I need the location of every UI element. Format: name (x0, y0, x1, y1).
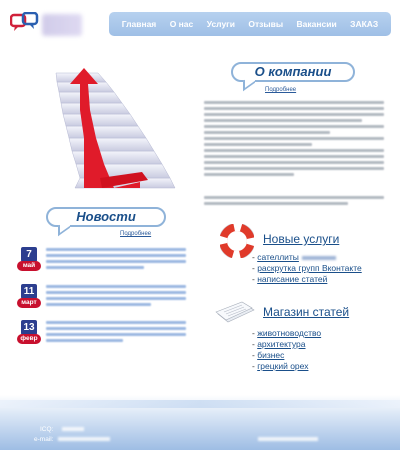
news-item (17, 247, 187, 283)
copyright-text (258, 437, 318, 441)
news-day: 13 (21, 320, 37, 335)
nav-home[interactable]: Главная (121, 19, 157, 29)
list-item (252, 252, 362, 263)
list-item (252, 263, 362, 274)
news-day: 7 (21, 247, 37, 262)
email-label: e-mail: (34, 436, 54, 443)
news-date (17, 247, 41, 275)
news-month: февр (17, 334, 41, 344)
lifebuoy-icon (220, 224, 254, 258)
news-item (17, 320, 187, 356)
service-link[interactable]: сателлиты (257, 252, 299, 262)
news-month: май (17, 261, 41, 271)
service-extra (302, 256, 336, 260)
article-link[interactable]: животноводство (257, 328, 322, 338)
service-link[interactable]: написание статей (257, 274, 328, 284)
nav-about[interactable]: О нас (169, 19, 194, 29)
article-link[interactable]: бизнес (257, 350, 285, 360)
articles-title[interactable]: Магазин статей (263, 305, 350, 319)
main-nav (109, 12, 391, 36)
services-title[interactable]: Новые услуги (263, 232, 340, 246)
news-item (17, 284, 187, 320)
icq-value (62, 427, 84, 431)
news-month: март (17, 298, 41, 308)
logo-text (42, 14, 82, 36)
footer-divider (0, 400, 400, 408)
chat-bubbles-icon (10, 12, 40, 36)
news-date (17, 284, 41, 312)
about-text-2 (204, 149, 384, 176)
site-logo[interactable] (10, 10, 90, 40)
icq-label: ICQ: (40, 426, 54, 433)
news-title: Новости (46, 207, 166, 227)
stairs-illustration (40, 60, 190, 190)
list-item (252, 274, 362, 285)
news-day: 11 (21, 284, 37, 299)
news-text[interactable] (46, 248, 186, 269)
email-value[interactable] (58, 437, 110, 441)
documents-icon (214, 298, 258, 326)
nav-vacancies[interactable]: Вакансии (296, 19, 337, 29)
news-more-link[interactable]: Подробнее (120, 231, 152, 237)
list-item (252, 339, 321, 350)
nav-order[interactable]: ЗАКАЗ (350, 19, 379, 29)
list-item (252, 361, 321, 372)
list-item (252, 328, 321, 339)
news-date (17, 320, 41, 348)
about-text (204, 101, 384, 146)
services-list (252, 252, 362, 285)
article-link[interactable]: грецкий орех (257, 361, 309, 371)
about-text-3 (204, 196, 384, 205)
about-more-link[interactable]: Подробнее (265, 87, 297, 93)
news-text[interactable] (46, 285, 186, 306)
article-link[interactable]: архитектура (257, 339, 306, 349)
service-link[interactable]: раскрутка групп Вконтакте (257, 263, 362, 273)
list-item (252, 350, 321, 361)
articles-list (252, 328, 321, 372)
about-title: О компании (231, 62, 355, 82)
nav-reviews[interactable]: Отзывы (248, 19, 284, 29)
nav-services[interactable]: Услуги (206, 19, 235, 29)
news-text[interactable] (46, 321, 186, 342)
